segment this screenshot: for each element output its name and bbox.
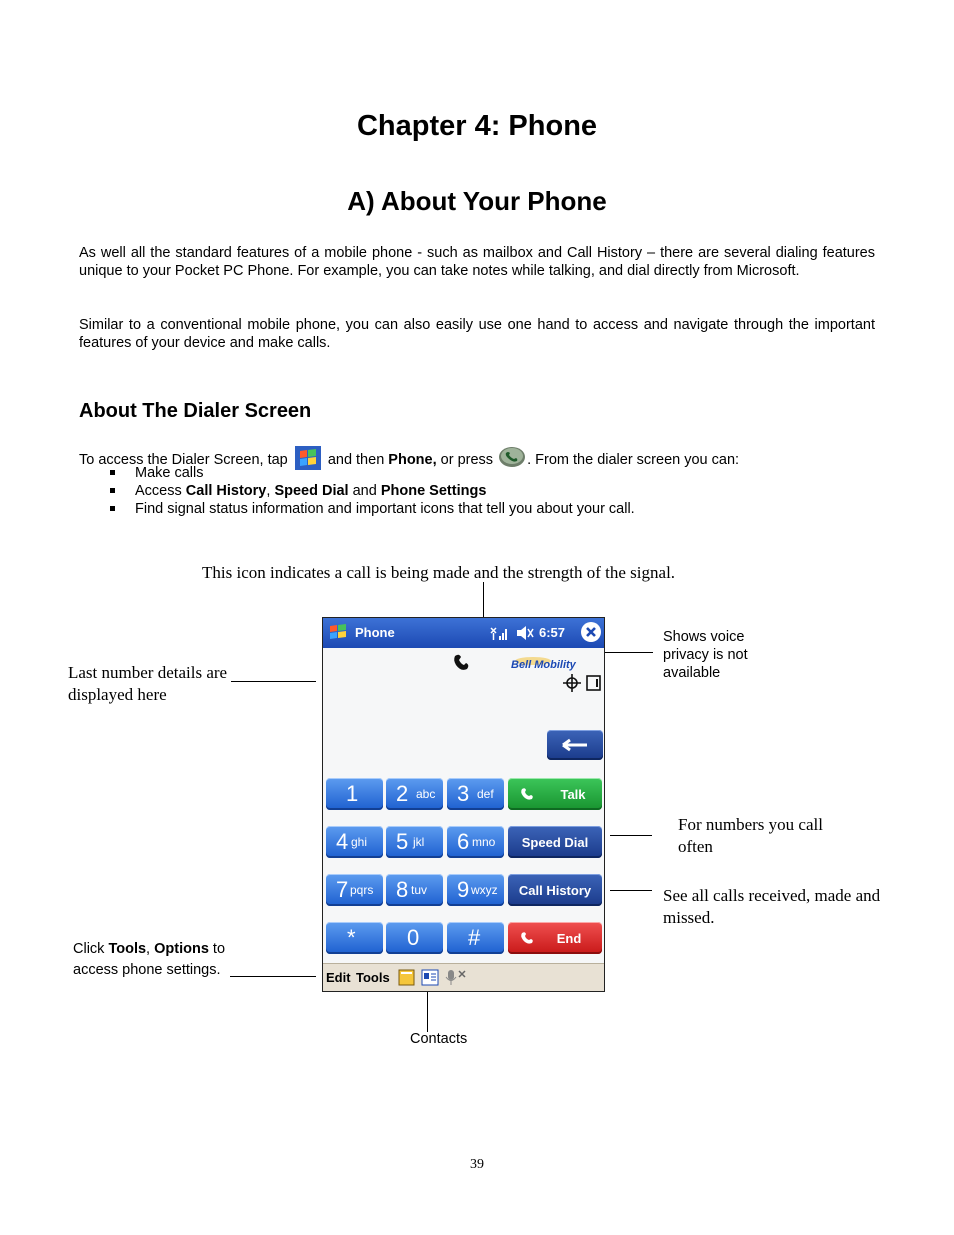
menu-edit[interactable]: Edit <box>326 970 351 985</box>
backspace-button[interactable] <box>547 730 603 760</box>
talk-label: Talk <box>560 787 586 802</box>
list-item <box>106 464 635 482</box>
carrier-name: Bell Mobility <box>511 659 576 671</box>
callout-contacts: Contacts <box>410 1031 468 1047</box>
key-star[interactable] <box>326 922 383 954</box>
key-digit: * <box>347 925 356 950</box>
callout-tools <box>73 940 253 979</box>
callout-call-history: See all calls received, made and missed. <box>663 886 881 927</box>
carrier-logo <box>509 656 603 674</box>
bullet-call-history: Call History <box>185 483 267 499</box>
key-8[interactable] <box>386 874 443 906</box>
key-digit: 4 <box>336 829 349 854</box>
intro-paragraph-2: Similar to a conventional mobile phone, you can also easily use one hand to access and navigate through the important features of your device and make calls. <box>79 317 875 351</box>
talk-button[interactable] <box>508 778 602 810</box>
dialer-feature-list <box>106 464 635 518</box>
close-icon[interactable] <box>581 622 601 642</box>
key-letters: pqrs <box>350 883 374 897</box>
callout-tools-rest: access phone settings. <box>73 962 221 978</box>
callout-last-number-line <box>231 681 316 682</box>
key-7[interactable] <box>326 874 383 906</box>
callout-voice-privacy: Shows voice privacy is not available <box>663 629 748 681</box>
callout-call-history-line <box>610 890 652 891</box>
bullet-and: and <box>352 483 377 499</box>
key-digit: 6 <box>457 829 470 854</box>
section-title: A) About Your Phone <box>347 186 607 216</box>
key-digit: 1 <box>346 781 359 806</box>
call-in-progress-icon <box>451 652 471 674</box>
bullet-text: Access <box>135 483 182 499</box>
callout-speed-dial-line <box>610 835 652 836</box>
speed-dial-button[interactable] <box>508 826 602 858</box>
end-button[interactable] <box>508 922 602 954</box>
key-1[interactable] <box>326 778 383 810</box>
bullet-speed-dial: Speed Dial <box>274 483 349 499</box>
key-digit: 5 <box>396 829 409 854</box>
key-letters: wxyz <box>471 883 498 897</box>
clock[interactable]: 6:57 <box>539 625 566 640</box>
key-6[interactable] <box>447 826 504 858</box>
microphone-disabled-icon[interactable] <box>445 968 469 987</box>
start-icon[interactable] <box>327 622 349 642</box>
key-3[interactable] <box>447 778 504 810</box>
volume-icon[interactable] <box>515 624 535 642</box>
key-letters: abc <box>416 787 436 801</box>
key-hash[interactable] <box>447 922 504 954</box>
signal-strength-icon <box>488 624 510 642</box>
access-mid: and then <box>327 452 385 468</box>
callout-contacts-line <box>427 990 428 1032</box>
key-digit: 0 <box>407 925 420 950</box>
menu-tools[interactable]: Tools <box>356 970 390 985</box>
backspace-arrow-icon <box>547 730 603 760</box>
key-digit: 2 <box>396 781 409 806</box>
access-phone: Phone, <box>388 452 437 468</box>
callout-tools-to: to <box>212 941 226 957</box>
bullet-comma: , <box>266 483 271 499</box>
call-history-label: Call History <box>518 883 592 898</box>
callout-tools-tools: Tools <box>108 941 147 957</box>
callout-last-number: Last number details are displayed here <box>68 663 228 704</box>
callout-tools-line <box>230 976 316 977</box>
call-history-button[interactable] <box>508 874 602 906</box>
key-letters: tuv <box>411 883 428 897</box>
key-letters: ghi <box>351 835 368 849</box>
key-digit: # <box>468 925 481 950</box>
callout-speed-dial: For numbers you call often <box>678 815 823 856</box>
menu-bar <box>323 963 604 992</box>
callout-tools-options: Options <box>154 941 209 957</box>
voice-privacy-icon <box>563 673 603 693</box>
notes-icon[interactable] <box>398 969 415 986</box>
key-4[interactable] <box>326 826 383 858</box>
list-item <box>106 482 635 500</box>
contacts-icon[interactable] <box>421 969 439 986</box>
bullet-text: Make calls <box>135 465 204 481</box>
intro-paragraph-1: As well all the standard features of a mobile phone - such as mailbox and Call History – there are several dialing features unique to your Pocket PC Phone. For example, you can take notes while talking, and dial directly from Microsoft. <box>79 245 875 279</box>
key-letters: jkl <box>413 835 425 849</box>
bullet-text: Find signal status information and important icons that tell you about your call. <box>135 501 635 517</box>
key-9[interactable] <box>447 874 504 906</box>
speed-dial-label: Speed Dial <box>521 835 589 850</box>
key-0[interactable] <box>386 922 443 954</box>
bullet-phone-settings: Phone Settings <box>380 483 487 499</box>
page-number: 39 <box>470 1157 484 1172</box>
list-item <box>106 500 635 518</box>
dialer-subheading: About The Dialer Screen <box>79 400 312 422</box>
key-2[interactable] <box>386 778 443 810</box>
key-5[interactable] <box>386 826 443 858</box>
title-bar <box>323 618 604 648</box>
key-digit: 7 <box>336 877 349 902</box>
callout-signal-line <box>483 582 484 620</box>
end-label: End <box>556 931 582 946</box>
access-suffix: . From the dialer screen you can: <box>527 452 740 468</box>
key-letters: def <box>477 787 494 801</box>
key-digit: 3 <box>457 781 470 806</box>
key-digit: 9 <box>457 877 470 902</box>
chapter-title: Chapter 4: Phone <box>356 110 598 142</box>
access-press: or press <box>440 452 494 468</box>
callout-tools-click: Click <box>73 941 105 957</box>
callout-tools-comma: , <box>146 941 151 957</box>
dialer-screenshot <box>322 617 605 992</box>
access-prefix: To access the Dialer Screen, tap <box>79 452 288 468</box>
app-title: Phone <box>355 625 395 640</box>
key-letters: mno <box>472 835 496 849</box>
callout-signal: This icon indicates a call is being made and the strength of the signal. <box>202 563 676 582</box>
key-digit: 8 <box>396 877 409 902</box>
